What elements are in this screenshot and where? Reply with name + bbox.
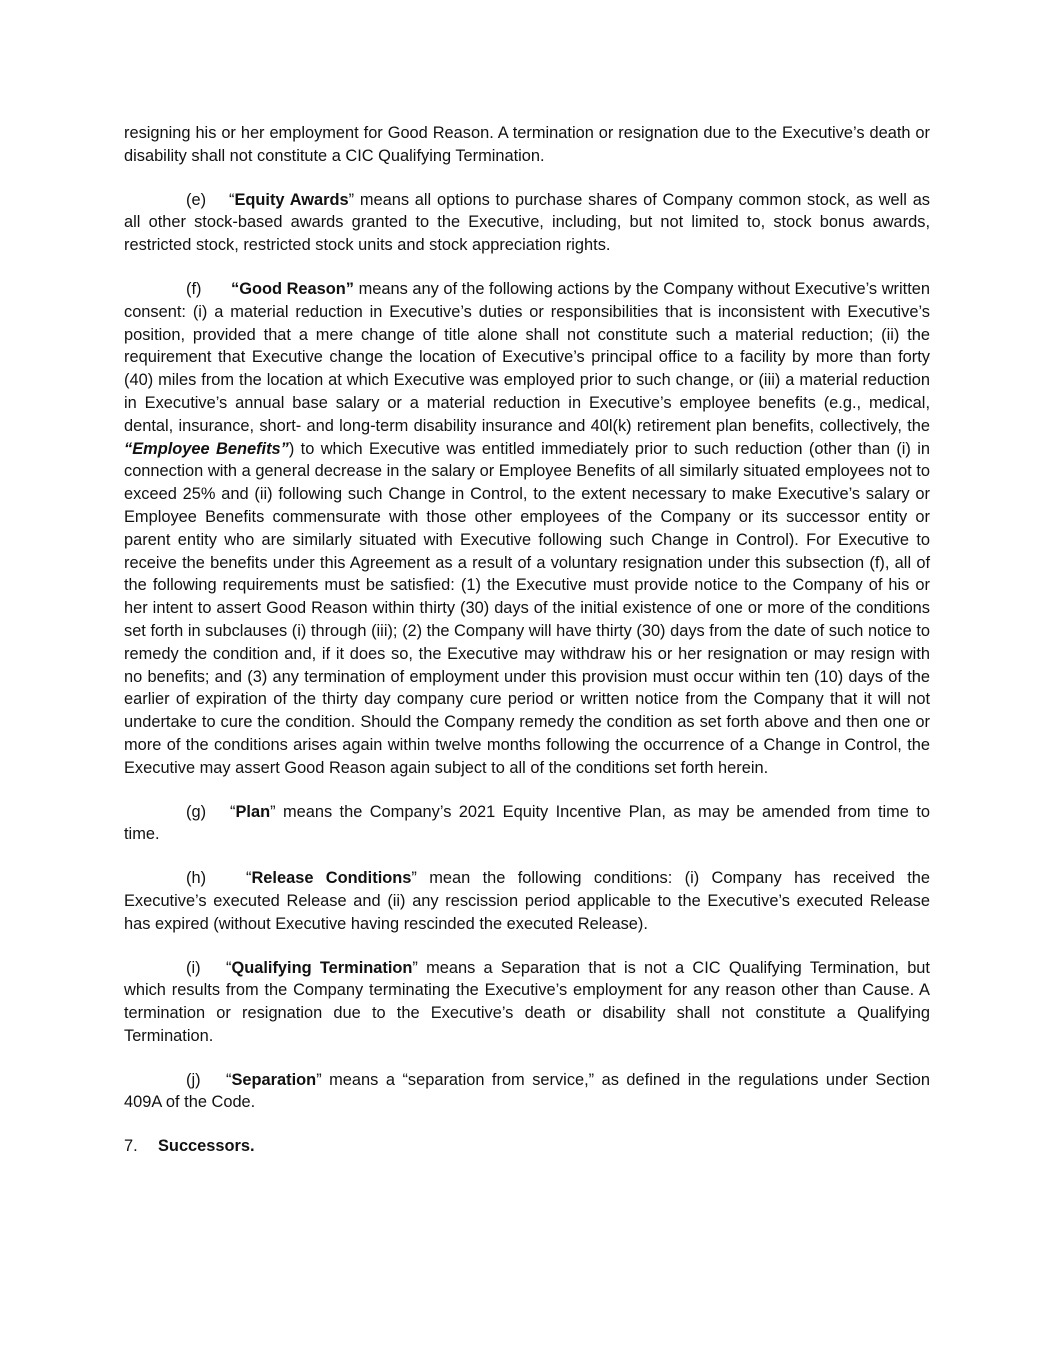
defined-term: “Good Reason” (231, 279, 354, 298)
definition-text: means any of the following actions by the Company without Executive’s written consent: (i) a material reduction in Executive’s duties or responsibilities that is inconsistent with Executive’s position, provided that a mere change of title alone shall not constitute such a material reduction; (ii) the requirement that Executive change the location of Executive’s principal office to a facility by more than forty (40) miles from the location at which Executive was employed prior to such change, or (iii) a material reduction in Executive’s annual base salary or a material reduction in Executive’s employee benefits (e.g., medical, dental, insurance, short- and long-term disability insurance and 40l(k) retirement plan benefits, collectively, the (124, 279, 930, 435)
open-quote: “ (229, 190, 235, 209)
open-quote: “ (226, 1070, 232, 1089)
definition-separation (124, 1069, 930, 1115)
defined-term: Qualifying Termination (231, 958, 413, 977)
clause-number: (h) (186, 869, 207, 888)
definition-good-reason (124, 278, 930, 780)
open-quote: “ (226, 958, 232, 977)
defined-term: Plan (235, 802, 271, 821)
section-number: 7. (124, 1137, 138, 1156)
defined-term: Separation (231, 1070, 317, 1089)
definition-release-conditions (124, 867, 930, 935)
document-page (124, 122, 930, 1179)
clause-number: (f) (186, 279, 202, 298)
definition-text-continued: ) to which Executive was entitled immediately prior to such reduction (other than (i) in connection with a general decrease in the salary or Employee Benefits of all similarly situated employees not to exceed 25% and (ii) following such Change in Control, to the extent necessary to make Executive’s salary or Employee Benefits commensurate with those other employees of the Company or its successor entity or parent entity who are similarly situated with Executive following such Change in Control). For Executive to receive the benefits under this Agreement as a result of a voluntary resignation under this subsection (f), all of the following requirements must be satisfied: (1) the Executive must provide notice to the Company of his or her intent to assert Good Reason within thirty (30) days of the initial existence of one or more of the conditions set forth in subclauses (i) through (iii); (2) the Company will have thirty (30) days from the date of such notice to remedy the condition and, if it does so, the Executive may withdraw his or her resignation or may resign with no benefits; and (3) any termination of employment under this provision must occur within ten (10) days of the earlier of expiration of the thirty day company cure period or written notice from the Company that it will not undertake to cure the condition. Should the Company remedy the condition as set forth above and then one or more of the conditions arises again within twelve months following the occurrence of a Change in Control, the Executive may assert Good Reason again subject to all of the conditions set forth herein. (124, 439, 930, 777)
defined-term-employee-benefits: “Employee Benefits” (124, 439, 289, 458)
clause-number: (i) (186, 958, 201, 977)
clause-number: (g) (186, 802, 207, 821)
definition-plan (124, 801, 930, 847)
clause-number: (e) (186, 190, 207, 209)
clause-number: (j) (186, 1070, 201, 1089)
paragraph-text: resigning his or her employment for Good Reason. A termination or resignation due to the Executive’s death or disability shall not constitute a CIC Qualifying Termination. (124, 124, 930, 165)
definition-equity-awards (124, 189, 930, 257)
section-heading-successors (124, 1135, 930, 1158)
defined-term: Release Conditions (251, 869, 412, 888)
open-quote: “ (246, 869, 252, 888)
definition-text: ” means all options to purchase shares of Company common stock, as well as all other stock-based awards granted to the Executive, including, but not limited to, stock bonus awards, restricted stock, restricted stock units and stock appreciation rights. (124, 190, 930, 255)
definition-text: ” means a “separation from service,” as defined in the regulations under Section 409A of the Code. (124, 1070, 930, 1112)
definition-text: ” mean the following conditions: (i) Company has received the Executive’s executed Release and (ii) any rescission period applicable to the Executive’s executed Release has expired (without Executive having rescinded the executed Release). (124, 869, 930, 933)
defined-term: Equity Awards (234, 190, 349, 209)
open-quote: “ (230, 802, 236, 821)
paragraph-continuation (124, 122, 930, 168)
definition-qualifying-termination (124, 957, 930, 1048)
section-title: Successors. (158, 1137, 255, 1156)
definition-text: ” means the Company’s 2021 Equity Incentive Plan, as may be amended from time to time. (124, 802, 930, 844)
definition-text: ” means a Separation that is not a CIC Qualifying Termination, but which results from the Company terminating the Executive’s employment for any reason other than Cause. A termination or resignation due to the Executive’s death or disability shall not constitute a Qualifying Termination. (124, 958, 930, 1045)
